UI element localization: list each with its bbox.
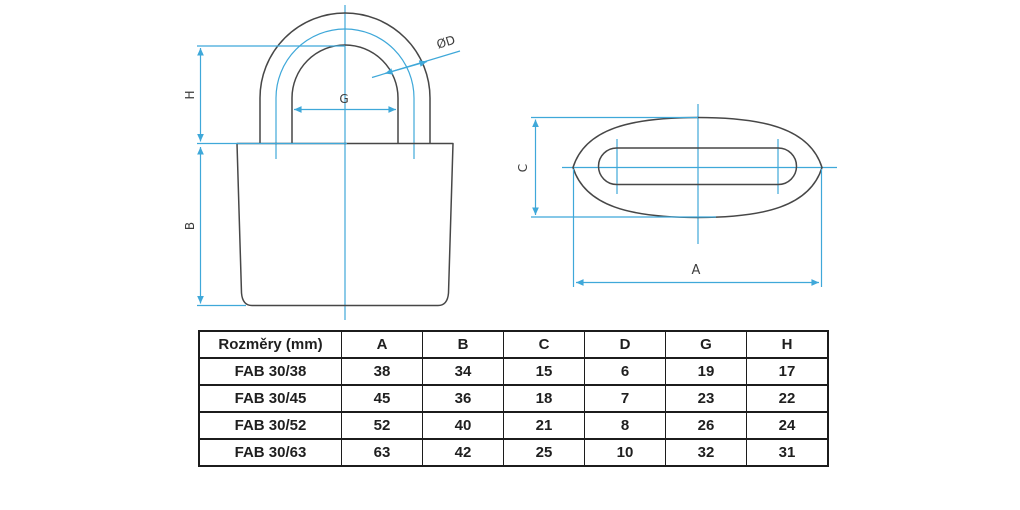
padlock-top-view (516, 104, 837, 287)
value-cell-c: 21 (504, 412, 585, 439)
header-cell-b: B (423, 331, 504, 358)
value-cell-b: 42 (423, 439, 504, 466)
value-cell-g: 19 (666, 358, 747, 385)
table-row (199, 385, 828, 412)
header-cell-a: A (342, 331, 423, 358)
header-cell-d: D (585, 331, 666, 358)
table-header-row (199, 331, 828, 358)
dim-label-a: A (691, 263, 701, 278)
value-cell-a: 38 (342, 358, 423, 385)
model-cell: FAB 30/63 (199, 439, 342, 466)
value-cell-b: 34 (423, 358, 504, 385)
padlock-front-view (183, 5, 460, 320)
value-cell-d: 10 (585, 439, 666, 466)
d-dimension-arrows (385, 62, 427, 74)
value-cell-c: 15 (504, 358, 585, 385)
model-cell: FAB 30/38 (199, 358, 342, 385)
value-cell-h: 17 (747, 358, 829, 385)
dim-label-g: G (339, 92, 349, 106)
value-cell-c: 18 (504, 385, 585, 412)
header-cell-g: G (666, 331, 747, 358)
value-cell-b: 36 (423, 385, 504, 412)
value-cell-g: 32 (666, 439, 747, 466)
value-cell-a: 63 (342, 439, 423, 466)
value-cell-a: 52 (342, 412, 423, 439)
model-cell: FAB 30/52 (199, 412, 342, 439)
value-cell-g: 26 (666, 412, 747, 439)
value-cell-b: 40 (423, 412, 504, 439)
header-cell-dimensions: Rozměry (mm) (199, 331, 342, 358)
value-cell-d: 7 (585, 385, 666, 412)
table-row (199, 412, 828, 439)
dim-label-b: B (183, 221, 197, 231)
table-row (199, 439, 828, 466)
header-cell-h: H (747, 331, 829, 358)
dim-label-c: C (516, 163, 530, 173)
header-cell-c: C (504, 331, 585, 358)
value-cell-h: 31 (747, 439, 829, 466)
model-cell: FAB 30/45 (199, 385, 342, 412)
dim-label-h: H (183, 90, 197, 100)
dim-label-diameter: ØD (434, 32, 457, 52)
value-cell-d: 8 (585, 412, 666, 439)
value-cell-h: 22 (747, 385, 829, 412)
table-row (199, 358, 828, 385)
value-cell-g: 23 (666, 385, 747, 412)
value-cell-a: 45 (342, 385, 423, 412)
value-cell-d: 6 (585, 358, 666, 385)
value-cell-c: 25 (504, 439, 585, 466)
value-cell-h: 24 (747, 412, 829, 439)
dimensions-table (198, 330, 829, 467)
